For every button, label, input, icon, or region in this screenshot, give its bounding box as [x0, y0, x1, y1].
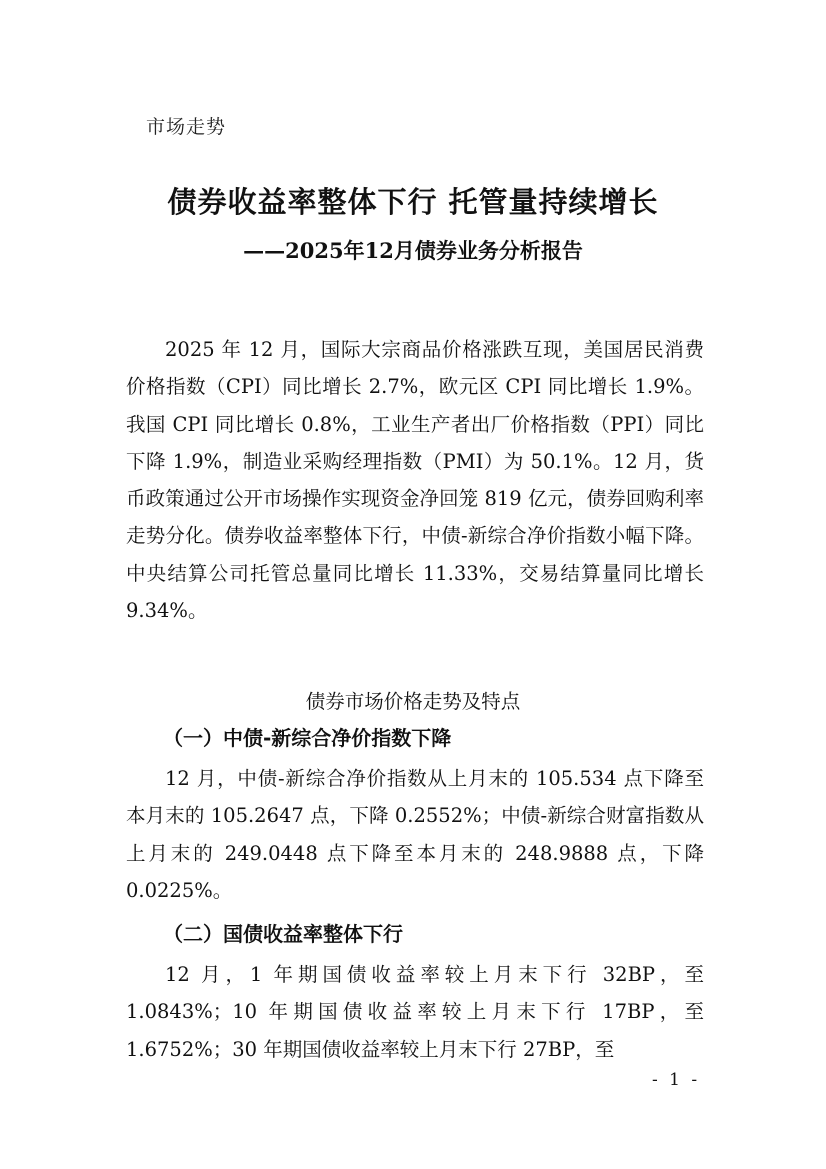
- subsection-heading-2: （二）国债收益率整体下行: [163, 922, 403, 946]
- subsection-paragraph-1: 12 月，中债-新综合净价指数从上月末的 105.534 点下降至本月末的 105.2647 点，下降 0.2552%；中债-新综合财富指数从上月末的 249.0448 点下降至本月末的 248.9888 点，下降 0.0225%。: [126, 767, 704, 902]
- subsection-1: [126, 760, 704, 909]
- subsection-2: [126, 956, 704, 1068]
- section-heading: 债券市场价格走势及特点: [305, 690, 521, 713]
- intro-paragraph: 2025 年 12 月，国际大宗商品价格涨跌互现，美国居民消费价格指数（CPI）同比增长 2.7%，欧元区 CPI 同比增长 1.9%。我国 CPI 同比增长 0.8%，工业生产者出厂价格指数（PPI）同比下降 1.9%，制造业采购经理指数（PMI）为 50.1%。12 月，货币政策通过公开市场操作实现资金净回笼 819 亿元，债券回购利率走势分化。债券收益率整体下行，中债-新综合净价指数小幅下降。中央结算公司托管总量同比增长 11.33%，交易结算量同比增长 9.34%。: [126, 338, 704, 623]
- document-subtitle: ——2025年12月债券业务分析报告: [243, 238, 583, 263]
- document-title: 债券收益率整体下行 托管量持续增长: [167, 185, 659, 219]
- subsection-heading-1: （一）中债-新综合净价指数下降: [163, 726, 452, 750]
- intro-section: [126, 331, 704, 629]
- subsection-paragraph-2: 12 月，1 年期国债收益率较上月末下行 32BP，至 1.0843%；10 年期国债收益率较上月末下行 17BP，至 1.6752%；30 年期国债收益率较上月末下行 27BP，至: [126, 963, 704, 1061]
- section-tag: 市场走势: [146, 116, 227, 138]
- page-number: - 1 -: [652, 1070, 701, 1090]
